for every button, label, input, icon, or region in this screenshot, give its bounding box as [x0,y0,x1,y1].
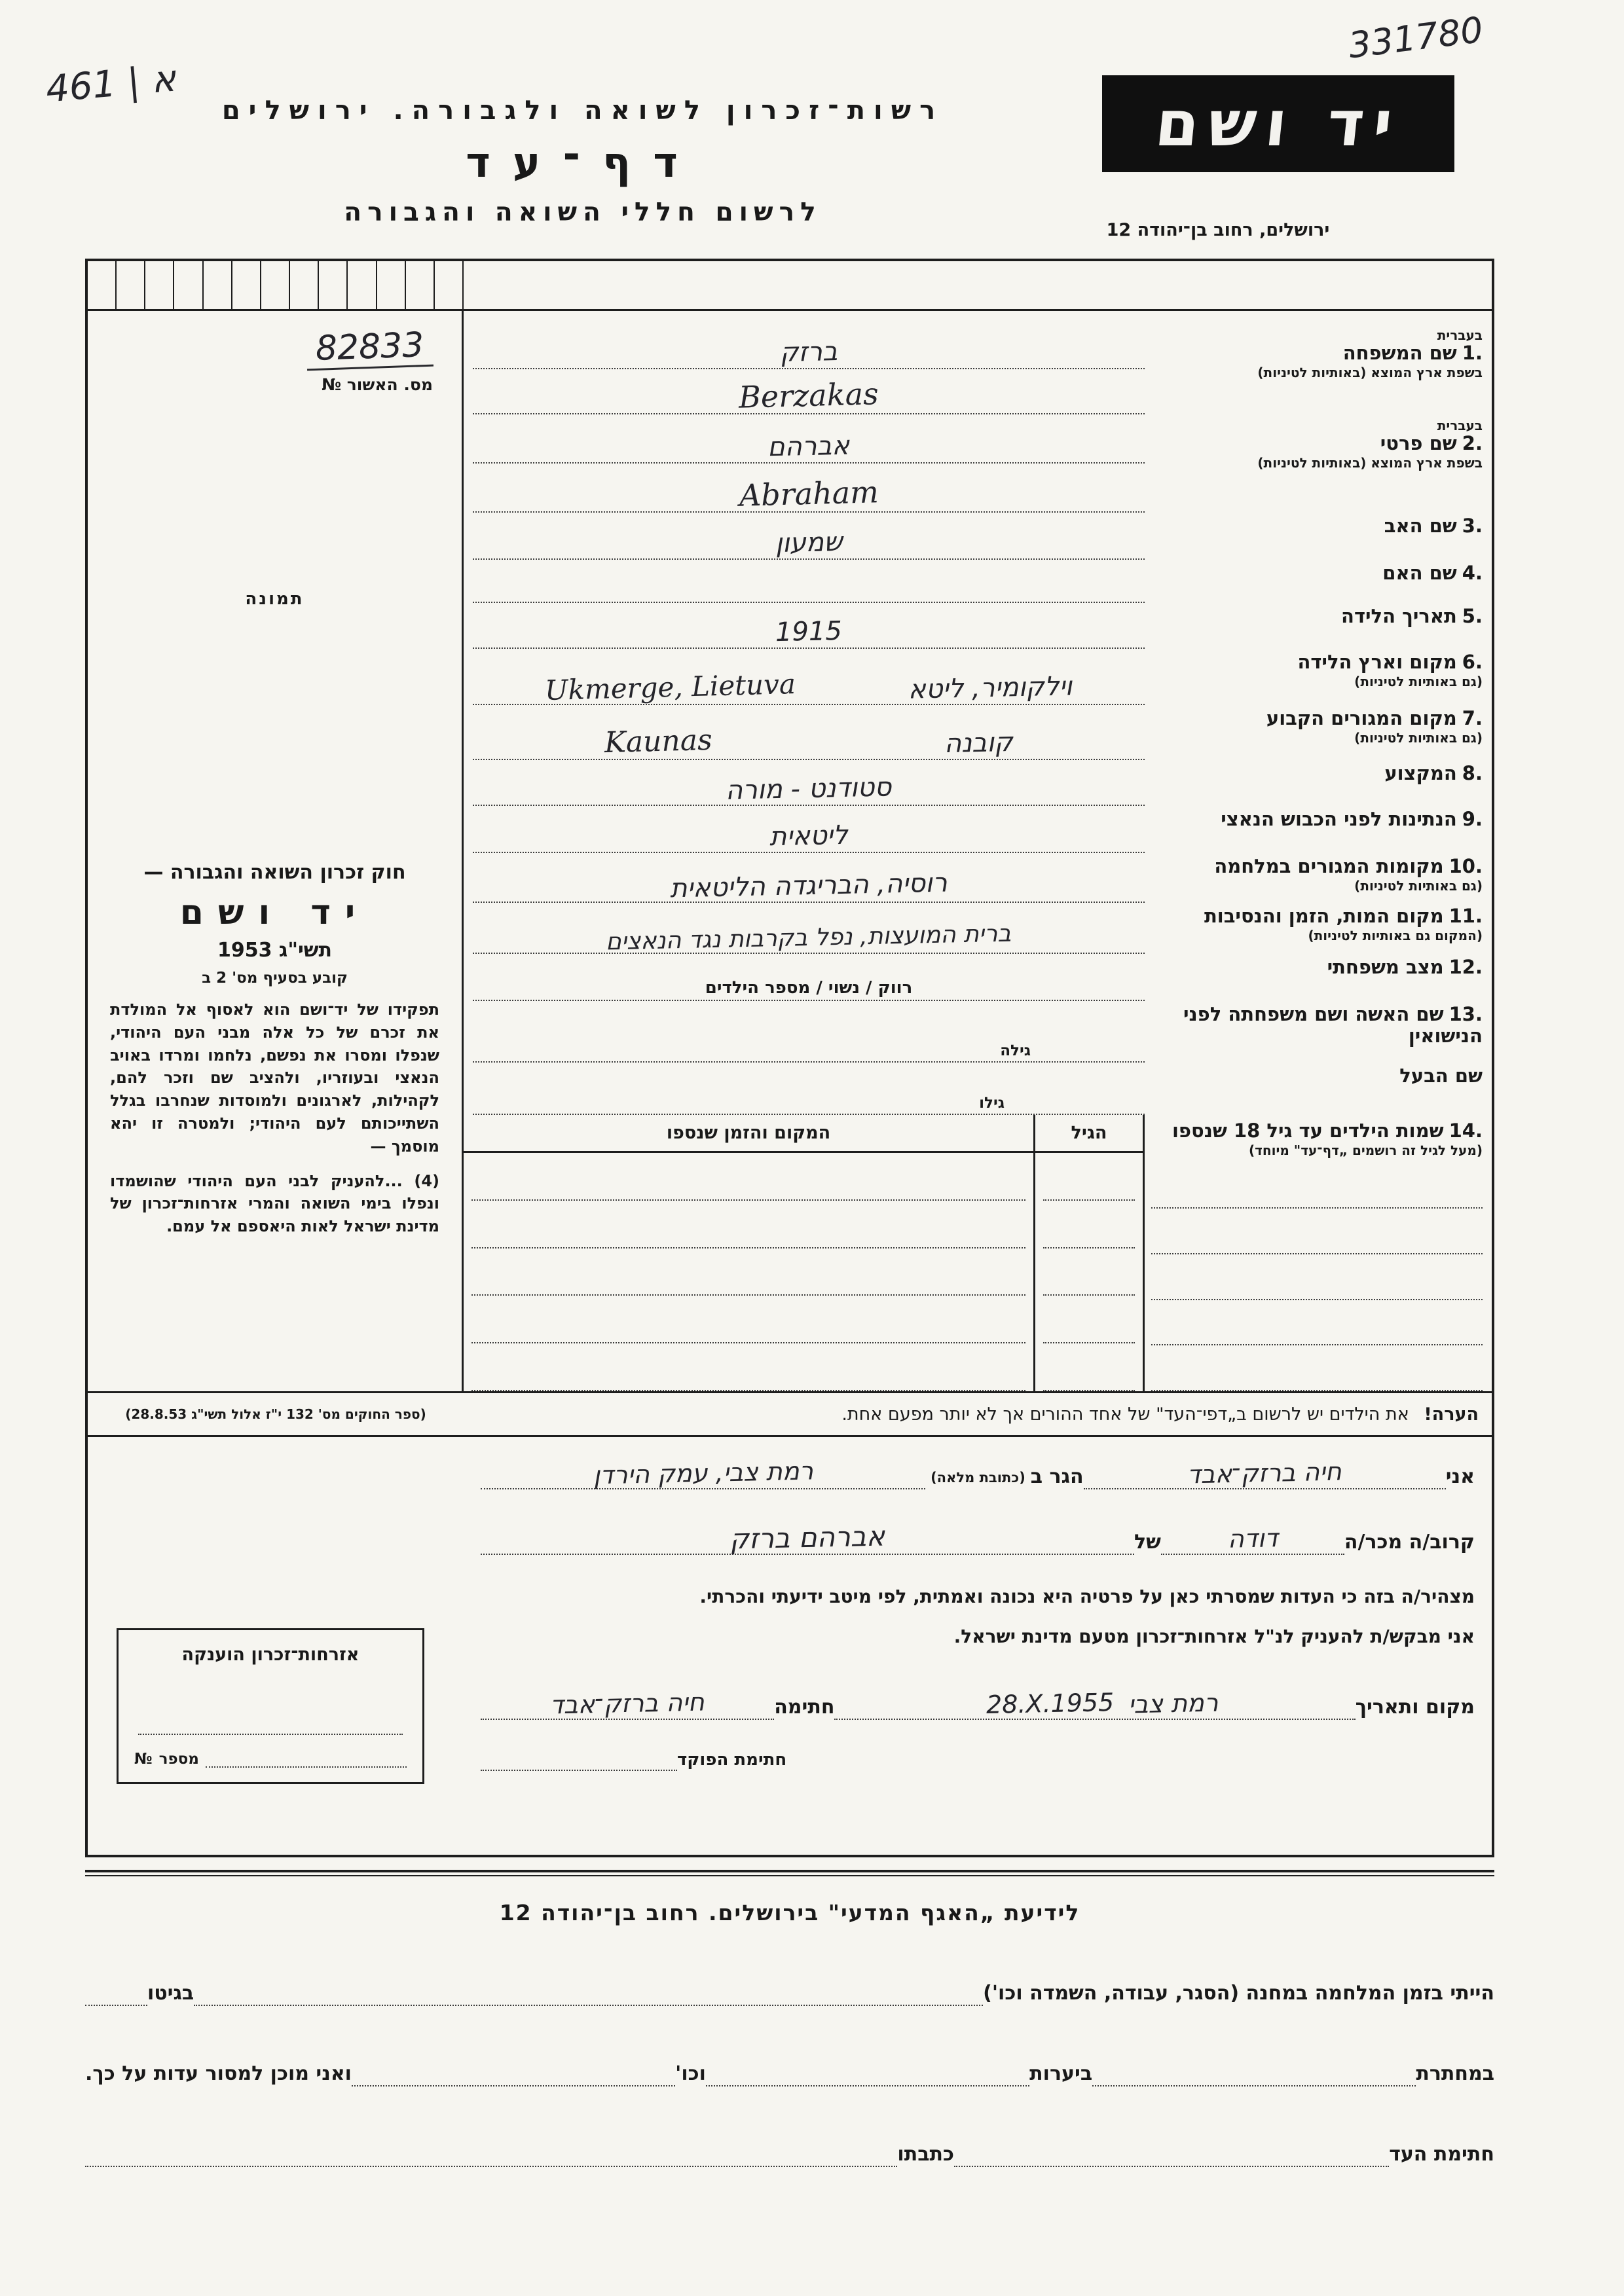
approval-number-label: מס. האשור [346,374,433,394]
field-1-latin-line [473,369,1145,414]
field-4-title: שם האם [1382,562,1457,584]
field-row-profession [464,760,1492,806]
field-row-husband-name [464,1063,1492,1115]
field-10-line [473,853,1145,903]
field-6-title: מקום וארץ הלידה [1297,651,1457,673]
note-text: את הילדים יש לרשום ב„דפי־העד" של אחד ההורים אך לא יותר מפעם אחת. [841,1404,1409,1425]
official-signature-row [481,1750,1475,1771]
witness-signature-label: חתימת העד [1389,2143,1494,2166]
first-name-latin-handwritten: Abraham [738,473,879,513]
official-signature-label: חתימת הפוקד [677,1750,787,1770]
witness-signature-row [85,2143,1494,2167]
profession-handwritten: סטודנט - מורה [725,772,893,806]
citizenship-line [138,1665,403,1735]
office-use-strip [88,261,1492,311]
place-handwritten: רמת צבי [1128,1688,1219,1719]
birth-date-handwritten: 1915 [775,615,843,648]
birth-place-hebrew-handwritten: וילקומיר, ליטא [908,671,1073,705]
age-line [1043,1343,1135,1391]
place-column-header: המקום והזמן שנספו [464,1115,1033,1153]
grid-cell [145,261,174,309]
age-line [1043,1153,1135,1201]
field-number: 10. [1449,855,1483,877]
law-title-line4: קובע בסעיף מס' 2 ב [202,970,348,987]
yad-vashem-logo [1104,77,1452,170]
field-4-line [473,560,1145,603]
field-row-citizenship [464,806,1492,853]
field-5-title: תאריך הלידה [1341,605,1457,627]
forests-line [706,2084,1029,2086]
field-10-subtitle: (גם באותיות לטיניות) [1354,878,1483,894]
residence-latin-handwritten: Kaunas [604,723,713,759]
grid-cell [377,261,406,309]
age-line [1043,1296,1135,1343]
citizenship-number-line [206,1765,407,1768]
citizenship-number-row [134,1735,407,1768]
birth-place-latin-handwritten: Ukmerge, Lietuva [544,667,796,706]
etc-line [352,2084,675,2086]
declarant-name-handwritten: חיה ברזק־אבד [1187,1457,1342,1489]
latin-tag: בשפת ארץ המוצא (באותיות לטיניות) [1257,455,1483,471]
law-title-line1: חוק זכרון השואה והגבורה — [143,861,406,884]
declarant-row [481,1456,1475,1490]
field-2-hebrew-line [473,414,1145,464]
grid-cell [232,261,261,309]
field-row-mother-name [464,560,1492,603]
citizenship-number-label: מספר [158,1751,199,1768]
note-band [88,1391,1492,1437]
field-3-line [473,513,1145,560]
field-9-line [473,806,1145,853]
field-13-line [473,1001,1145,1063]
signature-line [481,1687,774,1720]
law-title-line2: יד ושם [179,893,370,932]
form-title: דף־עד [466,139,700,187]
child-name-line [1151,1254,1483,1300]
place-line [471,1248,1025,1296]
first-name-hebrew-handwritten: אברהם [767,430,851,463]
family-name-hebrew-handwritten: ברזק [779,337,838,368]
forests-label: ביערות [1029,2062,1093,2085]
grid-cell [290,261,319,309]
grid-cell [204,261,232,309]
age-column-header: הגיל [1035,1115,1143,1153]
note-label: הערה! [1424,1404,1479,1425]
age-column-body [1035,1153,1143,1391]
field-2-title: שם פרטי [1380,432,1457,455]
authority-name: רשות־זכרון לשואה ולגבורה. ירושלים [221,96,944,126]
approval-number-handwritten: 82833 [306,327,434,371]
field-row-war-residence [464,853,1492,903]
number-sign: № [134,1751,153,1768]
place-line [471,1201,1025,1248]
grid-cell [348,261,377,309]
grid-cell [435,261,464,309]
underground-label: במחתרת [1416,2062,1494,2085]
marital-status-options: רווק / נשוי / מספר הילדים [705,978,913,998]
place-date-label: מקום ותאריך [1355,1696,1475,1719]
etc-label: וכו' [675,2062,706,2085]
corner-archive-mark: 461 | א [44,57,178,111]
field-1-title: שם המשפחה [1342,342,1457,365]
underground-line [1092,2084,1416,2086]
field-8-line [473,760,1145,806]
child-name-line [1151,1300,1483,1346]
law-block [88,861,462,1238]
war-residence-handwritten: רוסיה, הבריגדה הליטאית [669,867,948,904]
left-column [88,311,464,1391]
field-8-title: המקצוע [1384,762,1457,784]
children-table [464,1115,1492,1391]
field-row-first-name [464,414,1492,513]
field-11-subtitle: (המקום גם באותיות לטיניות) [1308,928,1483,944]
field-14-title: שמות הילדים עד גיל 18 שנספו [1172,1120,1444,1142]
field-number: 3. [1462,515,1483,537]
place-line [471,1296,1025,1343]
witness-signature-line [954,2164,1389,2167]
husband-line [473,1063,1145,1115]
science-division-section [85,1900,1494,2167]
field-14-subtitle: (מעל לגיל זה רושמים „דף־עד" מיוחד) [1248,1142,1483,1159]
signature-handwritten: חיה ברזק־אבד [549,1687,705,1720]
request-text: אני מבקש/ת להעניק לנ"ל אזרחות־זכרון מטעם מדינת ישראל. [953,1626,1475,1648]
grid-cell [117,261,145,309]
grid-cell [319,261,348,309]
field-number: 9. [1462,808,1483,830]
family-name-latin-handwritten: Berzakas [738,375,879,415]
field-number: 1. [1462,342,1483,365]
witness-address-line [85,2164,897,2167]
field-7-line [473,705,1145,760]
grid-cell [174,261,203,309]
relation-line [1161,1523,1344,1555]
age-column [1033,1115,1145,1391]
field-number: 5. [1462,605,1483,627]
of-label: של [1134,1530,1161,1554]
residence-hebrew-handwritten: קובנה [944,727,1014,759]
place-column-body [464,1153,1033,1391]
office-address: ירושלים, רחוב בן־יהודה 12 [1106,220,1330,240]
citizenship-box [117,1628,424,1784]
photo-placeholder [88,435,462,763]
law-title-line3: תשי"ג 1953 [217,939,333,962]
place-line [471,1343,1025,1391]
field-6-subtitle: (גם באותיות לטיניות) [1354,674,1483,690]
place-line [471,1153,1025,1201]
field-row-marital-status [464,954,1492,1001]
field-11-line [473,903,1145,954]
approval-number-block [88,311,462,435]
victim-name-handwritten: אברהם ברזק [729,1520,886,1556]
death-circumstances-handwritten: ברית המועצות, נפל בקרבות נגד הנאצים [606,920,1012,956]
field-number: 4. [1462,562,1483,584]
camps-row [85,1982,1494,2006]
place-date-line [834,1688,1355,1720]
logo-text: יד ושם [1151,87,1405,160]
age-line [1043,1248,1135,1296]
place-column [464,1115,1033,1391]
field-13-title: שם האשה ושם משפחתה לפני הנישואין [1183,1003,1483,1048]
field-row-wife-name [464,1001,1492,1063]
official-signature-line [481,1768,677,1771]
ghetto-label: בגיטו [147,1982,194,2005]
his-age-tag: גילו [979,1095,1005,1112]
field-number: 7. [1462,707,1483,729]
field-row-family-name [464,324,1492,414]
field-number: 11. [1449,905,1483,927]
citizenship-handwritten: ליטאית [769,820,849,852]
field-number: 12. [1449,956,1483,978]
father-name-handwritten: שמעון [775,526,843,559]
field-2-latin-line [473,464,1145,513]
field-9-title: הנתינות לפני הכבוש הנאצי [1221,808,1457,830]
law-paragraph-1: תפקידו של יד־ושם הוא לאסוף אל המולדת את זכרם של כל אלה מבני העם היהודי, שנפלו ומסרו את נפשם, נלחמו ומרדו באויב הנאצי ובעוזריו, ולהציב שם וזכר להם, לקהילות, לארגונים ולמוסדות שנחרבו בגלל השתייכותם לעם היהודי; ולמטרה זו יהא מוסמך — [110,1000,439,1156]
field-7-subtitle: (גם באותיות לטיניות) [1354,730,1483,746]
fields-area [464,311,1492,1391]
law-footnote: (ספר החוקים מס' 132 י"ז אלול תשי"ג 28.8.53) [125,1406,426,1422]
office-use-grid [88,261,464,309]
field-row-father-name [464,513,1492,560]
statement-text: מצהיר/ה בזה כי העדות שמסרתי כאן על פרטיה היא נכונה ואמתית, לפי מיטב ידיעתי והכרתי. [699,1585,1475,1607]
residence-sub-label: (כתובת מלאה) [931,1469,1025,1485]
declarant-address-line [481,1456,925,1490]
citizenship-title: אזרחות־זכרון הוענקה [181,1645,360,1665]
grid-cell [406,261,435,309]
field-6-line [473,649,1145,705]
form-main-box [85,259,1494,1857]
field-number: 8. [1462,762,1483,784]
form-subtitle: לרשום חללי השואה והגבורה [344,198,822,227]
ghetto-line [85,2003,147,2006]
grid-cell [261,261,290,309]
field-row-birth-place [464,649,1492,705]
photo-label: תמונה [245,589,304,609]
place-date-signature-row [481,1687,1475,1720]
field-3-title: שם האב [1384,515,1457,537]
relation-row [481,1520,1475,1556]
residence-label: הגר ב [1030,1465,1084,1488]
victim-name-line [481,1520,1134,1556]
child-name-line [1151,1163,1483,1209]
field-number: 14. [1449,1120,1483,1142]
underground-row [85,2062,1494,2086]
declarant-name-line [1084,1457,1446,1489]
field-12-line [473,954,1145,1001]
field-row-birth-date [464,603,1492,649]
field-number: 6. [1462,651,1483,673]
age-line [1043,1201,1135,1248]
child-name-line [1151,1345,1483,1391]
number-sign: № [321,374,342,394]
declaration-section [88,1437,1492,1855]
field-10-title: מקומות המגורים במלחמה [1214,855,1444,877]
field-7-title: מקום המגורים הקבוע [1266,707,1457,729]
field-number: 13. [1449,1003,1483,1025]
witness-address-label: כתבתו [897,2143,954,2166]
declarant-address-handwritten: רמת צבי, עמק הירדן [593,1456,813,1490]
latin-tag: בשפת ארץ המוצא (באותיות לטיניות) [1257,365,1483,381]
grid-cell [88,261,117,309]
serial-number-handwritten: 331780 [1346,9,1485,67]
field-1-hebrew-line [473,324,1145,369]
science-division-title: לידיעת „האגף המדעי" בירושלים. רחוב בן־יהודה 12 [499,1900,1080,1925]
relation-handwritten: דודה [1227,1523,1278,1554]
children-name-lines [1151,1163,1483,1391]
field-row-death-place [464,903,1492,954]
camps-label: הייתי בזמן המלחמה במחנה (הסגר, עבודה, השמדה וכו') [983,1982,1494,2005]
field-number: 2. [1462,432,1483,455]
signature-label: חתימה [774,1696,835,1719]
section-divider [85,1870,1494,1876]
child-name-line [1151,1209,1483,1254]
camps-line [194,2003,983,2006]
field-11-title: מקום המות, הזמן והנסיבות [1204,905,1444,927]
hebrew-tag: בעברית [1437,418,1483,433]
declarant-label: אני [1445,1465,1475,1488]
law-paragraph-2: (4) ...להעניק לבני העם היהודי שהושמדו ונפלו בימי השואה והמרי אזרחות־זכרון של מדינת ישראל לאות היאספם אל עמם. [110,1171,439,1236]
field-row-residence [464,705,1492,760]
her-age-tag: גילה [1000,1042,1031,1059]
husband-title: שם הבעל [1399,1065,1483,1087]
form-header [196,96,969,227]
relation-label: קרוב/ה מכר/ה [1344,1530,1475,1554]
hebrew-tag: בעברית [1437,327,1483,343]
testimony-ready-label: ואני מוכן למסור עדות על כך. [85,2062,352,2085]
field-5-line [473,603,1145,649]
date-handwritten: 28.X.1955 [986,1688,1115,1720]
field-12-title: מצב משפחתי [1327,956,1444,978]
